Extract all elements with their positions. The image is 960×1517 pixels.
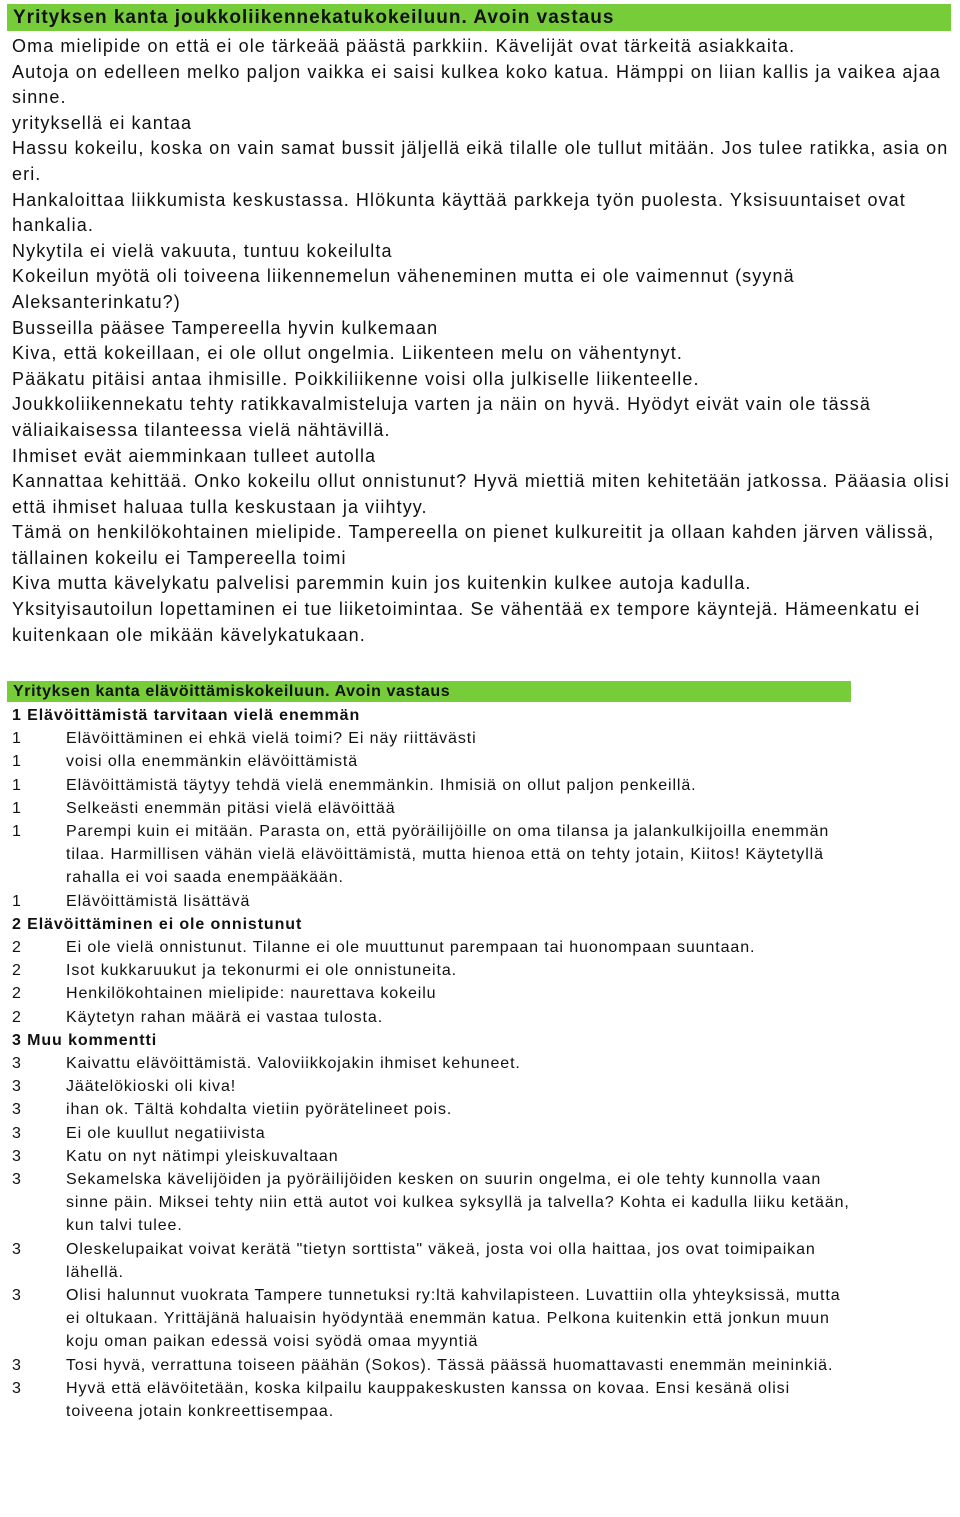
response-list-elavoittaminen (12, 704, 912, 1423)
response-text: Tämä on henkilökohtainen mielipide. Tampereella on pienet kulkureitit ja ollaan kahden järven välissä, tällainen kokeilu ei Tampereella toimi (12, 522, 935, 568)
item-text: Ei ole kuullut negatiivista (66, 1124, 266, 1142)
item-text: Oleskelupaikat voivat kerätä "tietyn sorttista" väkeä, josta voi olla haittaa, jos ovat toimipaikan lähellä. (66, 1240, 816, 1281)
list-item (12, 797, 912, 820)
item-text: Sekamelska kävelijöiden ja pyöräilijöiden kesken on suurin ongelma, ei ole tehty kunnolla vaan sinne päin. Miksei tehty niin että autot voi kulkea syksyllä ja talvella? Kohta ei kadulla liiku ketään, kun talvi tulee. (66, 1171, 850, 1235)
group-title: 1 Elävöittämistä tarvitaan vielä enemmän (12, 707, 361, 724)
item-category-number: 3 (12, 1240, 22, 1258)
list-item (12, 1168, 912, 1238)
response-text: Oma mielipide on että ei ole tärkeää päästä parkkiin. Kävelijät ovat tärkeitä asiakkaita. (12, 36, 796, 56)
list-item (12, 774, 912, 797)
item-category-number: 3 (12, 1147, 22, 1165)
response-text: Busseilla pääsee Tampereella hyvin kulkemaan (12, 317, 439, 338)
item-text: Parempi kuin ei mitään. Parasta on, että pyöräilijöille on oma tilansa ja jalankulkijoilla enemmän tilaa. Harmillisen vähän vielä elävöittämistä, mutta hienoa että on tehty jotain, Kiitos! Käytetyllä rahalla ei voi saada enempääkään. (66, 823, 830, 887)
list-item (12, 890, 912, 913)
item-category-number: 1 (12, 776, 22, 794)
item-text: Hyvä että elävöitetään, koska kilpailu kauppakeskusten kanssa on kovaa. Ensi kesänä olisi toiveena jotain konkreettisempaa. (66, 1379, 791, 1421)
response-text: Pääkatu pitäisi antaa ihmisille. Poikkiliikenne voisi olla julkiselle liikenteelle. (12, 368, 700, 389)
list-item (12, 820, 912, 890)
item-category-number: 1 (12, 753, 22, 771)
response-list-joukkoliikennekatu (12, 34, 952, 648)
section-heading-elavoittaminen: Yrityksen kanta elävöittämiskokeiluun. Avoin vastaus (7, 681, 851, 702)
item-category-number: 1 (12, 799, 22, 817)
list-item (12, 1052, 912, 1075)
response-text: Joukkoliikennekatu tehty ratikkavalmisteluja varten ja näin on hyvä. Hyödyt eivät vain ole tässä väliaikaisessa tilanteessa vielä nähtävillä. (12, 394, 871, 440)
item-text: Olisi halunnut vuokrata Tampere tunnetuksi ry:ltä kahvilapisteen. Luvattiin olla yhteyksissä, mutta ei oltukaan. Yrittäjänä haluaisin hyödyntää enemmän katua. Pelkona kuitenkin että jonkun muun koju oman paikan edessä voisi syödä omaa myyntiä (66, 1287, 841, 1351)
list-item (12, 1122, 912, 1145)
response-text: Kiva mutta kävelykatu palvelisi paremmin kuin jos kuitenkin kulkee autoja kadulla. (12, 573, 752, 594)
item-text: Henkilökohtainen mielipide: naurettava kokeilu (66, 985, 437, 1003)
response-text: Ihmiset evät aiemminkaan tulleet autolla (12, 445, 377, 466)
item-category-number: 3 (12, 1124, 22, 1142)
item-text: Jäätelökioski oli kiva! (66, 1078, 237, 1096)
item-category-number: 3 (12, 1287, 22, 1305)
item-category-number: 3 (12, 1356, 22, 1374)
response-text: Kannattaa kehittää. Onko kokeilu ollut onnistunut? Hyvä miettiä miten kehitetään jatkossa. Pääasia olisi että ihmiset haluaa tulla keskustaan ja viihtyy. (12, 471, 950, 517)
item-category-number: 3 (12, 1379, 22, 1397)
list-item (12, 1145, 912, 1168)
item-category-number: 2 (12, 985, 22, 1003)
item-category-number: 3 (12, 1055, 22, 1073)
item-text: Elävöittämistä täytyy tehdä vielä enemmänkin. Ihmisiä on ollut paljon penkeillä. (66, 776, 697, 794)
response-text: Kiva, että kokeillaan, ei ole ollut ongelmia. Liikenteen melu on vähentynyt. (12, 343, 683, 364)
list-item (12, 982, 912, 1005)
item-text: Katu on nyt nätimpi yleiskuvaltaan (66, 1147, 339, 1165)
response-text: Kokeilun myötä oli toiveena liikennemelun väheneminen mutta ei ole vaimennut (syynä Aleksanterinkatu?) (12, 266, 795, 312)
list-item (12, 959, 912, 982)
item-category-number: 3 (12, 1078, 22, 1096)
item-category-number: 2 (12, 1008, 22, 1026)
item-category-number: 2 (12, 939, 22, 957)
item-text: voisi olla enemmänkin elävöittämistä (66, 753, 359, 771)
list-item (12, 1377, 912, 1423)
item-text: Käytetyn rahan määrä ei vastaa tulosta. (66, 1008, 384, 1026)
response-text: Nykytila ei vielä vakuuta, tuntuu kokeilulta (12, 240, 393, 261)
item-text: ihan ok. Tältä kohdalta vietiin pyörätelineet pois. (66, 1101, 453, 1119)
item-text: Elävöittäminen ei ehkä vielä toimi? Ei näy riittävästi (66, 730, 477, 748)
list-item (12, 1238, 912, 1284)
item-category-number: 1 (12, 892, 22, 910)
list-item (12, 1098, 912, 1121)
response-text: Hankaloittaa liikkumista keskustassa. Hlökunta käyttää parkkeja työn puolesta. Yksisuuntaiset ovat hankalia. (12, 189, 906, 236)
item-text: Isot kukkaruukut ja tekonurmi ei ole onnistuneita. (66, 962, 457, 980)
list-item (12, 727, 912, 750)
item-category-number: 2 (12, 962, 22, 980)
response-text: Yksityisautoilun lopettaminen ei tue liiketoimintaa. Se vähentää ex tempore käyntejä. Hämeenkatu ei kuitenkaan ole mikään kävelykatukaan. (12, 599, 921, 645)
item-text: Ei ole vielä onnistunut. Tilanne ei ole muuttunut parempaan tai huonompaan suuntaan. (66, 939, 756, 957)
response-text: Hassu kokeilu, koska on vain samat bussit jäljellä eikä tilalle ole tullut mitään. Jos tulee ratikka, asia on eri. (12, 138, 949, 184)
list-item (12, 1075, 912, 1098)
section-heading-joukkoliikennekatu: Yrityksen kanta joukkoliikennekatukokeiluun. Avoin vastaus (7, 4, 951, 31)
item-text: Selkeästi enemmän pitäsi vielä elävöittää (66, 799, 396, 817)
list-item (12, 936, 912, 959)
list-item (12, 1354, 912, 1377)
list-item (12, 1284, 912, 1354)
list-item (12, 750, 912, 773)
item-text: Kaivattu elävöittämistä. Valoviikkojakin ihmiset kehuneet. (66, 1055, 521, 1073)
item-category-number: 1 (12, 823, 22, 841)
group-title: 3 Muu kommentti (12, 1031, 158, 1049)
item-category-number: 1 (12, 730, 22, 748)
response-text: yrityksellä ei kantaa (12, 112, 193, 133)
response-text: Autoja on edelleen melko paljon vaikka ei saisi kulkea koko katua. Hämppi on liian kallis ja vaikea ajaa sinne. (12, 61, 941, 108)
list-item (12, 1006, 912, 1029)
item-text: Tosi hyvä, verrattuna toiseen päähän (Sokos). Tässä päässä huomattavasti enemmän meininkiä. (66, 1356, 834, 1374)
item-category-number: 3 (12, 1101, 22, 1119)
group-title: 2 Elävöittäminen ei ole onnistunut (12, 915, 303, 933)
item-text: Elävöittämistä lisättävä (66, 892, 251, 910)
item-category-number: 3 (12, 1171, 22, 1189)
